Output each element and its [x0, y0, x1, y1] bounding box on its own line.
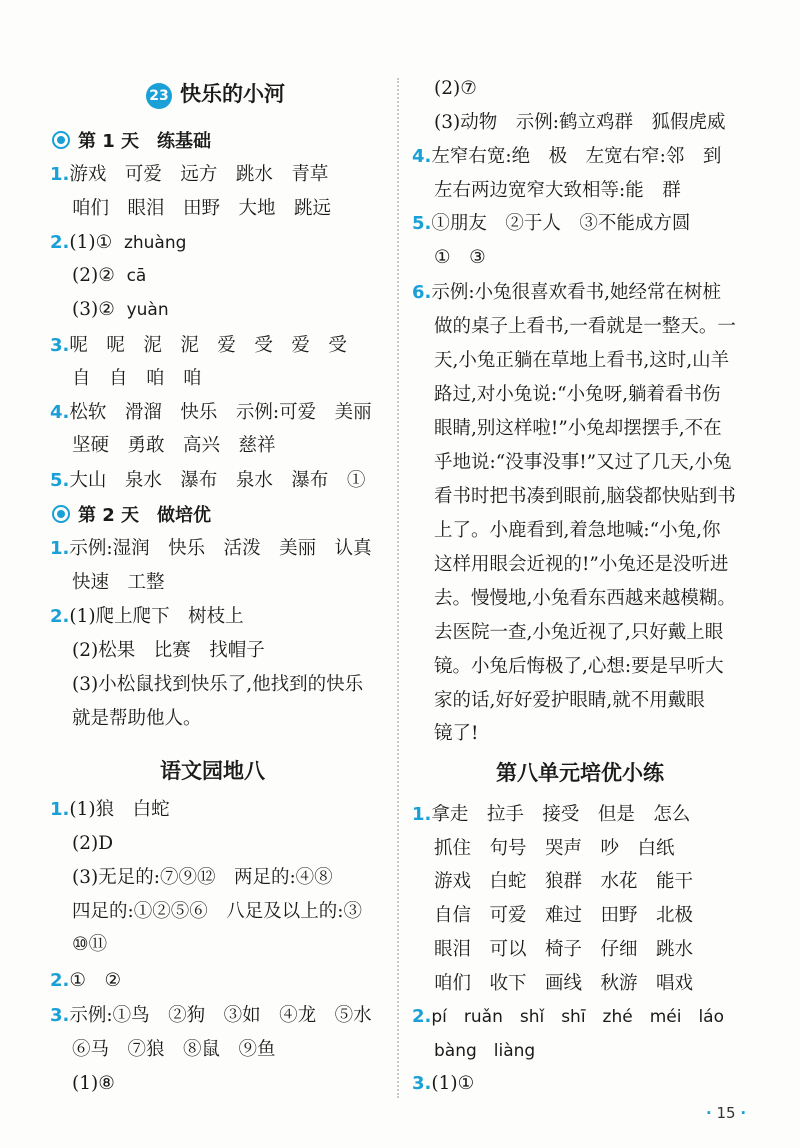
answer-line: 3.示例:①鸟 ②狗 ③如 ④龙 ⑤水 [50, 1005, 372, 1026]
answer-line: 上了。小鹿看到,着急地喊:“小兔,你 [434, 520, 721, 541]
answer-line: 眼泪 可以 椅子 仔细 跳水 [434, 939, 694, 960]
answer-line: 1.游戏 可爱 远方 跳水 青草 [50, 164, 329, 185]
lesson-title-text: 快乐的小河 [180, 82, 285, 106]
answer-line: 5.①朋友 ②于人 ③不能成方圆 [412, 213, 691, 234]
answer-line: (2)② cā [72, 265, 147, 286]
answer-line: 看书时把书凑到眼前,脑袋都快贴到书 [434, 486, 736, 507]
bullseye-icon [52, 131, 70, 149]
day2-heading: 第 2 天 做培优 [52, 504, 211, 528]
answer-line: (3)小松鼠找到快乐了,他找到的快乐 [72, 674, 364, 695]
answer-line: 做的桌子上看书,一看就是一整天。一 [434, 316, 736, 337]
answer-line: bàng liàng [434, 1041, 536, 1061]
answer-line: (2)⑦ [434, 78, 477, 99]
answer-line: ⑥马 ⑦狼 ⑧鼠 ⑨鱼 [72, 1039, 276, 1060]
answer-line: (3)动物 示例:鹤立鸡群 狐假虎威 [434, 112, 726, 133]
page-number: · 15 · [706, 1104, 747, 1122]
day1-heading: 第 1 天 练基础 [52, 130, 211, 154]
answer-line: 2.pí ruǎn shǐ shī zhé méi láo [412, 1006, 724, 1027]
answer-line: 咱们 收下 画线 秋游 唱戏 [434, 973, 694, 994]
answer-line: 4.松软 滑溜 快乐 示例:可爱 美丽 [50, 402, 372, 423]
answer-line: 2.(1)① zhuàng [50, 232, 187, 253]
answer-line: 4.左窄右宽:绝 极 左宽右窄:邻 到 [412, 146, 722, 167]
answer-line: 咱们 眼泪 田野 大地 跳远 [72, 198, 332, 219]
answer-line: 这样用眼会近视的!”小兔还是没听进 [434, 554, 729, 575]
answer-line: 乎地说:“没事没事!”又过了几天,小兔 [434, 452, 732, 473]
answer-line: 四足的:①②⑤⑥ 八足及以上的:③ [72, 901, 362, 922]
answer-line: (2)D [72, 833, 114, 854]
answer-line: 去。慢慢地,小兔看东西越来越模糊。 [434, 588, 736, 609]
answer-line: 去医院一查,小兔近视了,只好戴上眼 [434, 622, 724, 643]
answer-line: 左右两边宽窄大致相等:能 群 [434, 180, 681, 201]
answer-line: 路过,对小兔说:“小兔呀,躺着看书伤 [434, 384, 721, 405]
answer-line: 5.大山 泉水 瀑布 泉水 瀑布 ① [50, 470, 366, 491]
answer-line: 镜了! [434, 723, 479, 744]
answer-line: 2.① ② [50, 970, 122, 991]
answer-line: 3.(1)① [412, 1073, 475, 1094]
answer-line: 自 自 咱 咱 [72, 368, 202, 389]
answer-line: 抓住 句号 哭声 吵 白纸 [434, 838, 675, 859]
answer-line: 6.示例:小兔很喜欢看书,她经常在树桩 [412, 282, 721, 303]
answer-line: ⑩⑪ [72, 934, 108, 955]
unit-title: 第八单元培优小练 [496, 761, 664, 785]
answer-line: ① ③ [434, 247, 486, 268]
lesson-number-badge: 23 [146, 83, 172, 109]
answer-line: 就是帮助他人。 [72, 708, 202, 729]
column-divider [397, 78, 399, 1098]
answer-line: 家的话,好好爱护眼睛,就不用戴眼 [434, 690, 705, 711]
answer-line: 坚硬 勇敢 高兴 慈祥 [72, 435, 276, 456]
answer-line: 1.拿走 拉手 接受 但是 怎么 [412, 804, 691, 825]
answer-line: 天,小兔正躺在草地上看书,这时,山羊 [434, 350, 730, 371]
answer-line: 自信 可爱 难过 田野 北极 [434, 905, 694, 926]
lesson-title [146, 79, 285, 109]
answer-line: 眼睛,别这样啦!”小兔却摆摆手,不在 [434, 418, 722, 439]
answer-line: (3)② yuàn [72, 299, 169, 320]
answer-line: (2)松果 比赛 找帽子 [72, 640, 265, 661]
answer-line: (3)无足的:⑦⑨⑫ 两足的:④⑧ [72, 867, 333, 888]
answer-line: 镜。小兔后悔极了,心想:要是早听大 [434, 656, 724, 677]
answer-line: 2.(1)爬上爬下 树枝上 [50, 606, 244, 627]
garden-title: 语文园地八 [160, 759, 265, 783]
answer-line: (1)⑧ [72, 1073, 115, 1094]
answer-line: 1.示例:湿润 快乐 活泼 美丽 认真 [50, 538, 372, 559]
bullseye-icon [52, 505, 70, 523]
answer-line: 快速 工整 [72, 572, 165, 593]
answer-line: 3.呢 呢 泥 泥 爱 受 爱 受 [50, 335, 347, 356]
answer-line: 1.(1)狼 白蛇 [50, 799, 170, 820]
answer-line: 游戏 白蛇 狼群 水花 能干 [434, 871, 694, 892]
